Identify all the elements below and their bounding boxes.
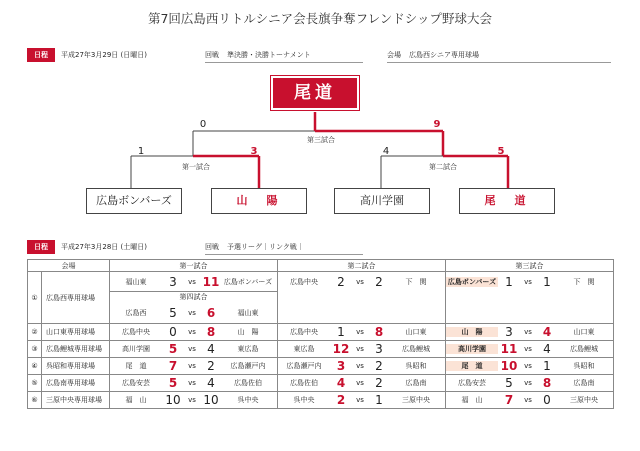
g1-game <box>110 341 277 357</box>
away-score: 11 <box>202 274 220 289</box>
game1-cell <box>110 341 278 358</box>
schedule-row <box>28 375 614 392</box>
away-score: 2 <box>375 274 383 289</box>
away-team: 下 関 <box>405 277 427 286</box>
final-game-name: 第三試合 <box>307 136 335 144</box>
home-team: 高川学園 <box>446 344 498 354</box>
g1-game <box>110 272 277 291</box>
home-team: 尾 道 <box>125 362 147 370</box>
day2-venue-label: 会場 <box>387 51 401 59</box>
schedule-row <box>28 272 614 324</box>
schedule-row <box>28 358 614 375</box>
game1-cell <box>110 375 278 392</box>
bracket-team-1: 広島ボンバーズ <box>86 188 182 214</box>
row-venue: 広島西専用球場 <box>42 272 110 324</box>
day1-date: 平成27年3月28日 (土曜日) <box>61 243 147 251</box>
vs-label: vs <box>188 362 196 370</box>
home-team: 呉中央 <box>293 396 315 404</box>
away-score: 3 <box>375 342 383 356</box>
away-score: 1 <box>543 274 551 289</box>
header-venue: 会場 <box>28 260 110 272</box>
vs-label: vs <box>524 362 532 370</box>
home-team: 広島佐伯 <box>290 379 318 387</box>
g2-game <box>278 358 445 374</box>
home-team: 山 陽 <box>446 327 498 337</box>
semi2-game-name: 第二試合 <box>429 163 457 171</box>
away-score: 0 <box>543 393 551 407</box>
away-score: 4 <box>207 342 215 356</box>
game2-cell <box>278 392 446 409</box>
home-team: 広島中央 <box>290 277 318 286</box>
page-title: 第7回広島西リトルシニア会長旗争奪フレンドシップ野球大会 <box>147 11 493 26</box>
game2-cell <box>278 358 446 375</box>
vs-label: vs <box>524 345 532 353</box>
home-score: 3 <box>336 359 346 373</box>
away-score: 1 <box>543 359 551 373</box>
game3-cell <box>446 272 614 324</box>
game2-cell <box>278 375 446 392</box>
day1-round-label: 回戦 <box>205 243 219 251</box>
schedule-row <box>28 324 614 341</box>
semi1-game-name: 第一試合 <box>182 163 210 171</box>
g2-game <box>278 272 445 291</box>
vs-label: vs <box>188 277 196 286</box>
semi2-left-score: 4 <box>382 146 390 157</box>
g1-game <box>110 375 277 391</box>
away-team: 広島瀬戸内 <box>230 362 266 370</box>
home-team: 広島西 <box>125 309 147 317</box>
header-game1: 第一試合 <box>110 260 278 272</box>
home-team: 尾 道 <box>446 361 498 371</box>
home-team: 福 山 <box>461 396 483 404</box>
vs-label: vs <box>524 396 532 404</box>
home-team: 広島安芸 <box>122 379 150 387</box>
g1-game <box>110 324 277 340</box>
row-venue: 山口東専用球場 <box>42 324 110 341</box>
g1-game <box>110 358 277 374</box>
away-team: 三原中央 <box>402 396 430 404</box>
home-score: 10 <box>500 359 518 373</box>
day1-round <box>205 240 363 255</box>
home-team: 福山東 <box>125 277 147 286</box>
row-number: ④ <box>28 358 42 375</box>
home-team: 広島瀬戸内 <box>286 362 322 370</box>
row-venue: 呉昭和専用球場 <box>42 358 110 375</box>
schedule-row <box>28 341 614 358</box>
champion-box: 尾道 <box>273 78 357 108</box>
away-score: 6 <box>206 306 216 320</box>
g3-game <box>446 392 613 408</box>
g3-game <box>446 341 613 357</box>
home-score: 3 <box>169 274 177 289</box>
home-team: 東広島 <box>293 345 315 353</box>
bracket-team-4: 尾 道 <box>459 188 555 214</box>
semi2-right-score: 5 <box>497 146 505 157</box>
vs-label: vs <box>188 345 196 353</box>
away-team: 広島南 <box>573 379 595 387</box>
row-number: ③ <box>28 341 42 358</box>
g2-game <box>278 341 445 357</box>
home-score: 7 <box>504 393 514 407</box>
away-score: 1 <box>375 393 383 407</box>
g2-game <box>278 324 445 340</box>
away-score: 4 <box>543 342 551 356</box>
away-team: 山 陽 <box>237 328 259 336</box>
home-score: 4 <box>336 376 346 390</box>
home-score: 10 <box>165 393 181 407</box>
away-score: 2 <box>375 376 383 390</box>
game3-cell <box>446 341 614 358</box>
vs-label: vs <box>188 379 196 387</box>
home-team: 広島中央 <box>122 328 150 336</box>
home-score: 5 <box>169 306 177 320</box>
vs-label: vs <box>524 328 532 336</box>
away-team: 呉昭和 <box>573 362 595 370</box>
vs-label: vs <box>356 328 364 336</box>
away-team: 広島鯉城 <box>570 345 598 353</box>
game3-cell <box>446 375 614 392</box>
day1-info-bar <box>27 240 612 254</box>
day2-venue-value: 広島西シニア専用球場 <box>409 51 479 59</box>
home-score: 1 <box>337 325 345 339</box>
g4-game <box>110 303 277 323</box>
game2-cell <box>278 341 446 358</box>
day1-tag: 日程 <box>27 240 55 254</box>
row-venue: 三原中央専用球場 <box>42 392 110 409</box>
g2-game <box>278 375 445 391</box>
final-right-score: 9 <box>433 119 441 130</box>
game1-cell <box>110 324 278 341</box>
row-number: ⑥ <box>28 392 42 409</box>
schedule-table <box>27 259 614 409</box>
away-team: 東広島 <box>237 345 259 353</box>
g3-game <box>446 375 613 391</box>
vs-label: vs <box>356 396 364 404</box>
away-team: 呉昭和 <box>405 362 427 370</box>
away-score: 10 <box>203 393 219 407</box>
home-team: 広島中央 <box>290 328 318 336</box>
row-venue: 広島南専用球場 <box>42 375 110 392</box>
bracket-team-3: 高川学園 <box>334 188 430 214</box>
away-team: 広島南 <box>405 379 427 387</box>
vs-label: vs <box>356 277 364 286</box>
g3-game <box>446 358 613 374</box>
away-team: 広島ボンバーズ <box>223 277 273 286</box>
home-score: 5 <box>505 376 513 390</box>
semi1-right-score: 3 <box>250 146 258 157</box>
semi1-left-score: 1 <box>137 146 145 157</box>
row-number: ② <box>28 324 42 341</box>
vs-label: vs <box>356 362 364 370</box>
g1-game <box>110 392 277 408</box>
day2-round-value: 準決勝・決勝トーナメント <box>227 51 311 59</box>
vs-label: vs <box>188 328 196 336</box>
header-game2: 第二試合 <box>278 260 446 272</box>
row-number: ⑤ <box>28 375 42 392</box>
away-team: 下 関 <box>573 277 595 286</box>
home-score: 7 <box>168 359 178 373</box>
home-score: 5 <box>168 342 178 356</box>
away-team: 三原中央 <box>570 396 598 404</box>
home-score: 2 <box>336 393 346 407</box>
away-score: 2 <box>375 359 383 373</box>
away-team: 広島佐伯 <box>234 379 262 387</box>
final-left-score: 0 <box>199 119 207 130</box>
game3-cell <box>446 392 614 409</box>
away-team: 山口東 <box>573 328 595 336</box>
row-number: ① <box>28 272 42 324</box>
schedule-header-row <box>28 260 614 272</box>
away-team: 山口東 <box>405 328 427 336</box>
day2-tag: 日程 <box>27 48 55 62</box>
home-score: 12 <box>332 342 350 356</box>
home-team: 福 山 <box>125 396 147 404</box>
g3-game <box>446 324 613 340</box>
day2-date: 平成27年3月29日 (日曜日) <box>61 51 147 59</box>
g3-game <box>446 272 613 291</box>
vs-label: vs <box>188 396 196 404</box>
away-team: 福山東 <box>237 309 259 317</box>
home-team: 高川学園 <box>122 345 150 353</box>
game3-cell <box>446 324 614 341</box>
day2-round-label: 回戦 <box>205 51 219 59</box>
home-score: 1 <box>505 274 513 289</box>
game1-cell <box>110 392 278 409</box>
away-score: 2 <box>207 359 215 373</box>
header-game4: 第四試合 <box>110 291 277 303</box>
game3-cell <box>446 358 614 375</box>
bracket-team-2: 山 陽 <box>211 188 307 214</box>
home-team: 広島ボンバーズ <box>447 277 497 286</box>
game2-cell <box>278 324 446 341</box>
g2-game <box>278 392 445 408</box>
home-score: 11 <box>500 342 518 356</box>
header-game3: 第三試合 <box>446 260 614 272</box>
away-score: 4 <box>207 376 215 390</box>
home-score: 0 <box>169 325 177 339</box>
game2-cell <box>278 272 446 324</box>
home-score: 3 <box>505 325 513 339</box>
home-score: 2 <box>337 274 345 289</box>
away-score: 8 <box>542 376 552 390</box>
away-team: 呉中央 <box>237 396 259 404</box>
away-score: 8 <box>374 325 384 339</box>
away-team: 広島鯉城 <box>402 345 430 353</box>
vs-label: vs <box>356 379 364 387</box>
day1-round-value: 予選リーグ｜リンク戦｜ <box>227 243 304 251</box>
home-score: 5 <box>168 376 178 390</box>
home-team: 広島安芸 <box>458 379 486 387</box>
vs-label: vs <box>188 309 196 317</box>
away-score: 8 <box>206 325 216 339</box>
row-venue: 広島鯉城専用球場 <box>42 341 110 358</box>
schedule-row <box>28 392 614 409</box>
away-score: 4 <box>542 325 552 339</box>
game1-cell <box>110 272 278 324</box>
game1-cell <box>110 358 278 375</box>
vs-label: vs <box>524 379 532 387</box>
vs-label: vs <box>524 277 532 286</box>
vs-label: vs <box>356 345 364 353</box>
